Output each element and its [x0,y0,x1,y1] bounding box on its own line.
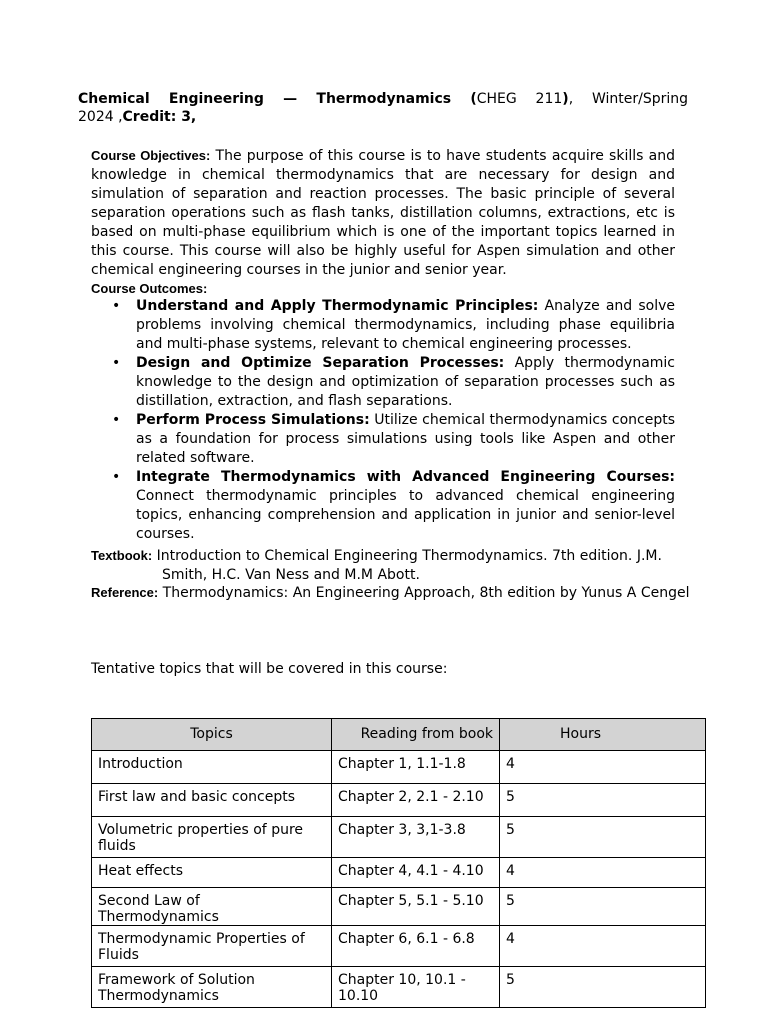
outcomes-label: Course Outcomes: [91,281,208,296]
cell-hours: 5 [500,967,706,1008]
cell-hours: 5 [500,784,706,817]
tentative-topics-heading: Tentative topics that will be covered in this course: [91,661,448,677]
bullet-icon: • [112,355,121,371]
bullet-icon: • [112,469,121,485]
course-outcomes [91,280,675,544]
cell-topic: Introduction [92,751,332,784]
cell-reading: Chapter 3, 3,1-3.8 [332,817,500,858]
topics-table [91,718,706,1008]
textbook-line-2: Smith, H.C. Van Ness and M.M Abott. [162,567,420,583]
cell-topic: Framework of Solution Thermodynamics [92,967,332,1008]
table-row [92,817,706,858]
reference-label: Reference: [91,585,159,600]
course-year: 2024 , [78,109,123,125]
textbook [91,546,691,585]
cell-hours: 4 [500,858,706,888]
textbook-line-1 [91,546,691,566]
course-title-line-2 [78,109,196,126]
table-row [92,784,706,817]
outcome-text: Connect thermodynamic principles to advanced chemical engineering topics, enhancing comprehension and application in junior and senior-level courses. [136,488,675,542]
cell-reading: Chapter 5, 5.1 - 5.10 [332,888,500,926]
cell-topic: Thermodynamic Properties of Fluids [92,926,332,967]
objectives-paragraph [91,146,675,280]
objectives-text: The purpose of this course is to have students acquire skills and knowledge in chemical thermodynamics that are necessary for design and simulation of separation and reaction processes. The basic principle of several separation operations such as flash tanks, distillation columns, extractions, etc is based on multi-phase equilibrium which is one of the important topics learned in this course. This course will also be highly useful for Aspen simulation and other chemical engineering courses in the junior and senior year. [91,148,675,278]
table-header-row [92,719,706,751]
objectives-label: Course Objectives: [91,148,211,163]
cell-topic: Heat effects [92,858,332,888]
table-row [92,858,706,888]
cell-hours: 5 [500,817,706,858]
cell-hours: 4 [500,926,706,967]
outcome-text: Utilize chemical thermodynamics concepts as a foundation for process simulations using tools like Aspen and other related software. [136,412,675,466]
header-topics: Topics [92,719,332,751]
outcome-title: Integrate Thermodynamics with Advanced Engineering Courses: [136,469,675,485]
cell-reading: Chapter 1, 1.1-1.8 [332,751,500,784]
reference [91,584,691,602]
outcome-title: Understand and Apply Thermodynamic Principles: [136,298,539,314]
cell-topic: First law and basic concepts [92,784,332,817]
table-row [92,751,706,784]
cell-hours: 5 [500,888,706,926]
textbook-text: Introduction to Chemical Engineering Thermodynamics. 7th edition. J.M. [152,548,662,564]
bullet-icon: • [112,412,121,428]
outcome-item [91,354,675,411]
cell-hours: 4 [500,751,706,784]
cell-topic: Volumetric properties of pure fluids [92,817,332,858]
textbook-label: Textbook: [91,548,153,563]
course-objectives [91,146,675,280]
header-reading: Reading from book [332,719,500,751]
outcome-item [91,468,675,544]
cell-topic: Second Law of Thermodynamics [92,888,332,926]
cell-reading: Chapter 4, 4.1 - 4.10 [332,858,500,888]
header-hours: Hours [500,719,706,751]
outcome-item [91,297,675,354]
close-paren: ) [562,91,569,107]
reference-text: Thermodynamics: An Engineering Approach, 8th edition by Yunus A Cengel [158,585,690,601]
outcome-text: Apply thermodynamic knowledge to the design and optimization of separation processes such as distillation, extraction, and flash separations. [136,355,675,409]
table-row [92,967,706,1008]
course-term: , Winter/Spring [568,91,689,107]
cell-reading: Chapter 10, 10.1 - 10.10 [332,967,500,1008]
outcome-item [91,411,675,468]
course-title-line [78,91,688,108]
table-row [92,888,706,926]
outcomes-list [91,297,675,544]
table-row [92,926,706,967]
course-credit: Credit: 3, [122,109,197,125]
bullet-icon: • [112,298,121,314]
outcome-title: Perform Process Simulations: [136,412,370,428]
course-name: Chemical Engineering — Thermodynamics ( [78,91,477,107]
cell-reading: Chapter 2, 2.1 - 2.10 [332,784,500,817]
outcome-text: Analyze and solve problems involving chemical thermodynamics, including phase equilibria and multi-phase systems, relevant to chemical engineering processes. [136,298,675,352]
cell-reading: Chapter 6, 6.1 - 6.8 [332,926,500,967]
course-code: CHEG 211 [476,91,563,107]
outcome-title: Design and Optimize Separation Processes: [136,355,505,371]
